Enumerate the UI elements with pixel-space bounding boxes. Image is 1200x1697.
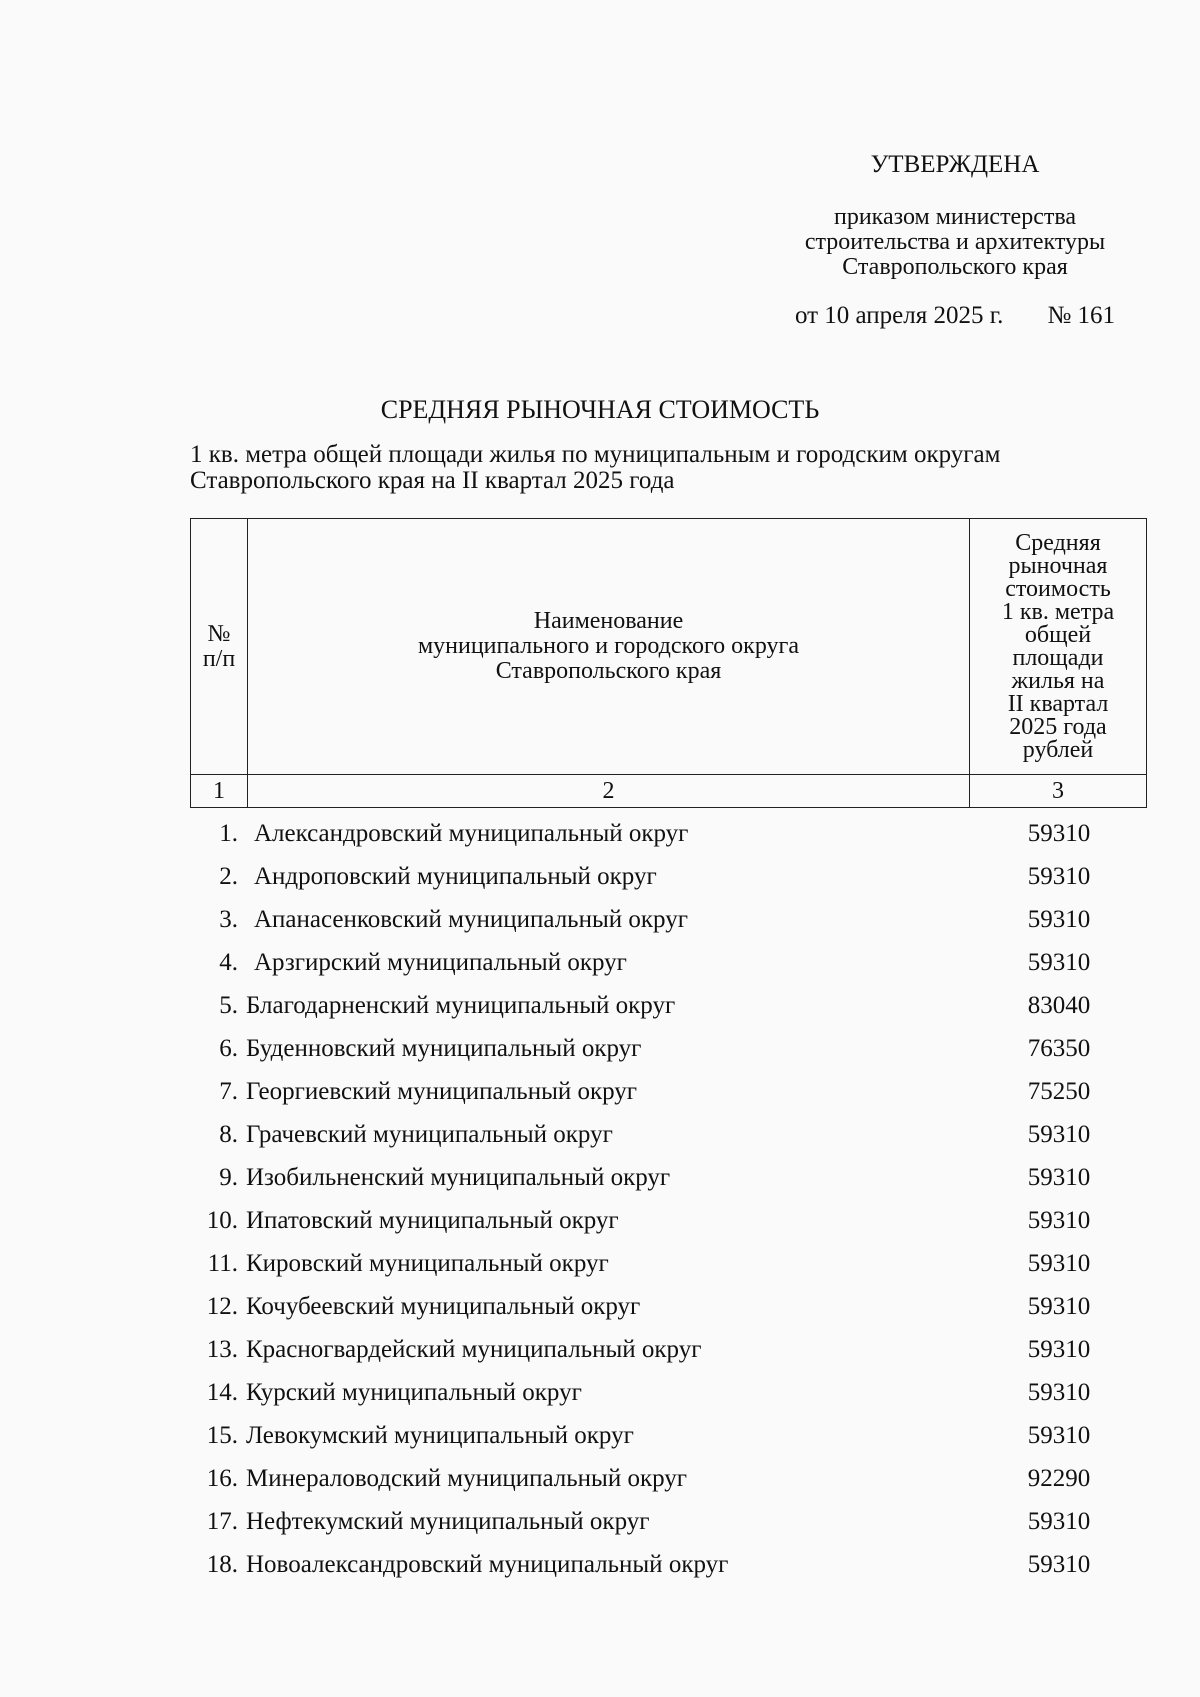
price-value: 59310: [1027, 863, 1091, 890]
district-name: Буденновский муниципальный округ: [246, 1035, 642, 1062]
header-price-label: рублей: [1022, 736, 1094, 763]
order-number: № 161: [1047, 302, 1116, 329]
header-price-label: жилья на: [1011, 667, 1105, 694]
table-row: [190, 1500, 1147, 1543]
price-value: 75250: [1027, 1078, 1091, 1105]
order-line: строительства и архитектуры: [804, 229, 1106, 255]
header-price-label: рыночная: [1008, 552, 1108, 579]
header-price-label: Средняя: [1015, 529, 1101, 556]
price-value: 59310: [1027, 1551, 1091, 1578]
header-price-label: 2025 года: [1009, 713, 1107, 740]
header-price-label: II квартал: [1007, 690, 1109, 717]
row-index: 12.: [206, 1293, 238, 1320]
header-name-label: Наименование: [533, 608, 684, 634]
table-row: [190, 1414, 1147, 1457]
header-name-cell: [248, 519, 970, 775]
header-price-cell: [970, 519, 1147, 775]
column-number: 2: [248, 775, 970, 808]
order-reference: [740, 205, 1170, 280]
price-value: 59310: [1027, 1164, 1091, 1191]
order-line: приказом министерства: [833, 204, 1077, 230]
table-row: [190, 941, 1147, 984]
price-value: 59310: [1027, 820, 1091, 847]
header-name-label: Ставропольского края: [495, 658, 722, 684]
table-row: [190, 898, 1147, 941]
table-row: [190, 1113, 1147, 1156]
table-row: [190, 1070, 1147, 1113]
row-index: 3.: [219, 906, 238, 933]
order-line: Ставропольского края: [842, 254, 1068, 280]
table-row: [190, 1328, 1147, 1371]
table-body: [190, 812, 1147, 1586]
price-value: 76350: [1027, 1035, 1091, 1062]
district-name: Красногвардейский муниципальный округ: [246, 1336, 702, 1363]
row-index: 15.: [206, 1422, 238, 1449]
subtitle-line: 1 кв. метра общей площади жилья по муниципальным и городским округам: [190, 441, 1001, 468]
header-price-label: 1 кв. метра: [1001, 598, 1115, 625]
district-name: Нефтекумский муниципальный округ: [246, 1508, 650, 1535]
price-value: 59310: [1027, 949, 1091, 976]
district-name: Кировский муниципальный округ: [246, 1250, 609, 1277]
row-index: 5.: [219, 992, 238, 1019]
price-value: 59310: [1027, 1293, 1091, 1320]
row-index: 13.: [206, 1336, 238, 1363]
district-name: Минераловодский муниципальный округ: [246, 1465, 688, 1492]
district-name: Новоалександровский муниципальный округ: [246, 1551, 729, 1578]
district-name: Изобильненский муниципальный округ: [246, 1164, 671, 1191]
price-value: 59310: [1027, 1121, 1091, 1148]
district-name: Арзгирский муниципальный округ: [254, 949, 627, 976]
row-index: 17.: [206, 1508, 238, 1535]
row-index: 14.: [206, 1379, 238, 1406]
price-value: 59310: [1027, 1379, 1091, 1406]
district-name: Благодарненский муниципальный округ: [246, 992, 676, 1019]
header-number-cell: [191, 519, 248, 775]
price-value: 59310: [1027, 1336, 1091, 1363]
header-number-label: п/п: [202, 645, 236, 672]
row-index: 10.: [206, 1207, 238, 1234]
district-name: Андроповский муниципальный округ: [254, 863, 657, 890]
price-value: 59310: [1027, 1508, 1091, 1535]
header-price-label: общей: [1024, 621, 1092, 648]
column-number: 3: [970, 775, 1147, 808]
approved-stamp-text: УТВЕРЖДЕНА: [870, 151, 1040, 178]
price-value: 92290: [1027, 1465, 1091, 1492]
table-header: [190, 518, 1147, 808]
row-index: 9.: [219, 1164, 238, 1191]
table-row: [190, 1027, 1147, 1070]
price-value: 59310: [1027, 906, 1091, 933]
subtitle-line: Ставропольского края на II квартал 2025 года: [190, 467, 675, 494]
row-index: 16.: [206, 1465, 238, 1492]
row-index: 1.: [219, 820, 238, 847]
district-name: Грачевский муниципальный округ: [246, 1121, 613, 1148]
price-value: 83040: [1027, 992, 1091, 1019]
table-row: [190, 1242, 1147, 1285]
table-row: [190, 1371, 1147, 1414]
header-price-label: стоимость: [1005, 575, 1111, 602]
district-name: Левокумский муниципальный округ: [246, 1422, 634, 1449]
table-row: [190, 1199, 1147, 1242]
row-index: 2.: [219, 863, 238, 890]
row-index: 7.: [219, 1078, 238, 1105]
district-name: Кочубеевский муниципальный округ: [246, 1293, 641, 1320]
table-row: [190, 984, 1147, 1027]
row-index: 4.: [219, 949, 238, 976]
district-name: Апанасенковский муниципальный округ: [254, 906, 688, 933]
header-price-label: площади: [1012, 644, 1104, 671]
column-number: 1: [191, 775, 248, 808]
price-value: 59310: [1027, 1207, 1091, 1234]
table-row: [190, 1543, 1147, 1586]
price-value: 59310: [1027, 1422, 1091, 1449]
row-index: 6.: [219, 1035, 238, 1062]
order-date-line: [740, 303, 1170, 328]
order-date: от 10 апреля 2025 г.: [794, 302, 1004, 329]
document-subtitle: [190, 442, 1150, 494]
row-index: 8.: [219, 1121, 238, 1148]
header-name-label: муниципального и городского округа: [417, 633, 800, 659]
table-row: [190, 1457, 1147, 1500]
table-row: [190, 1156, 1147, 1199]
row-index: 11.: [207, 1250, 238, 1277]
district-name: Георгиевский муниципальный округ: [246, 1078, 638, 1105]
district-name: Курский муниципальный округ: [246, 1379, 582, 1406]
table-row: [190, 1285, 1147, 1328]
row-index: 18.: [206, 1551, 238, 1578]
price-value: 59310: [1027, 1250, 1091, 1277]
district-name: Ипатовский муниципальный округ: [246, 1207, 619, 1234]
table-row: [190, 855, 1147, 898]
document-title: СРЕДНЯЯ РЫНОЧНАЯ СТОИМОСТЬ: [380, 395, 820, 424]
header-number-label: №: [207, 620, 231, 647]
district-name: Александровский муниципальный округ: [254, 820, 689, 847]
table-row: [190, 812, 1147, 855]
